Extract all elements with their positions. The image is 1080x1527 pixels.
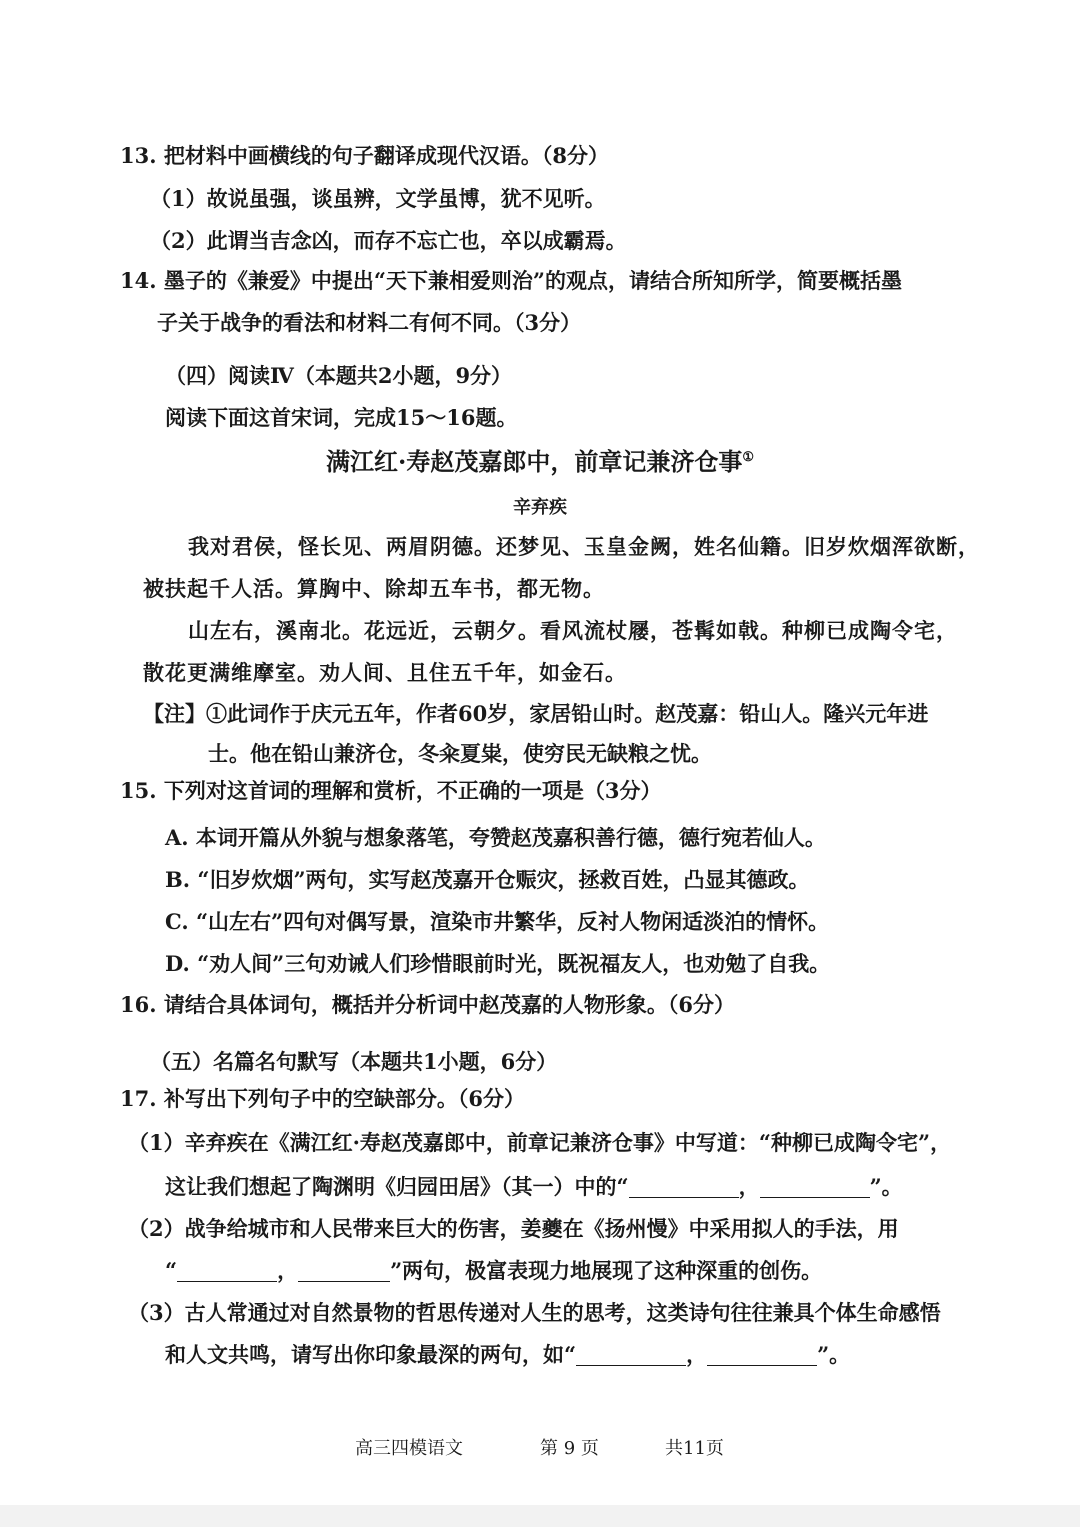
section-5-heading: （五）名篇名句默写（本题共1小题，6分） — [150, 1049, 558, 1074]
q17-item-1-line-2: 这让我们想起了陶渊明《归园田居》（其一）中的“ ， ”。 — [165, 1174, 903, 1199]
q17-item-2-line-1: （2）战争给城市和人民带来巨大的伤害，姜夔在《扬州慢》中采用拟人的手法，用 — [128, 1216, 899, 1241]
q15-stem: 15. 下列对这首词的理解和赏析，不正确的一项是（3分） — [120, 778, 662, 803]
q17-item-2-line-2: “ ， ”两句，极富表现力地展现了这种深重的创伤。 — [165, 1258, 823, 1283]
section-4-heading: （四）阅读Ⅳ（本题共2小题，9分） — [165, 363, 513, 388]
q17-item-1-line-1: （1）辛弃疾在《满江红·寿赵茂嘉郎中，前章记兼济仓事》中写道：“种柳已成陶令宅”， — [128, 1130, 952, 1155]
answer-blank[interactable] — [707, 1343, 817, 1366]
poem-author: 辛弃疾 — [513, 497, 567, 518]
scan-edge — [0, 1505, 1080, 1527]
q15-option-d: D. “劝人间”三句劝诫人们珍惜眼前时光，既祝福友人，也劝勉了自我。 — [165, 951, 831, 976]
poem-stanza-1-line-1: 我对君侯，怪长见、两眉阴德。还梦见、玉皇金阙，姓名仙籍。旧岁炊烟浑欲断， — [188, 534, 980, 559]
q13-sentence-1: （1）故说虽强，谈虽辨，文学虽博，犹不见听。 — [150, 186, 606, 211]
answer-blank[interactable] — [576, 1343, 686, 1366]
footer-page-number: 第 9 页 — [540, 1438, 599, 1459]
q15-option-c: C. “山左右”四句对偶写景，渲染市井繁华，反衬人物闲适淡泊的情怀。 — [165, 909, 830, 934]
answer-blank[interactable] — [177, 1259, 277, 1282]
q13-sentence-2: （2）此谓当吉念凶，而存不忘亡也，卒以成霸焉。 — [150, 228, 627, 253]
q17-stem: 17. 补写出下列句子中的空缺部分。（6分） — [120, 1086, 525, 1111]
q15-option-b: B. “旧岁炊烟”两句，实写赵茂嘉开仓赈灾，拯救百姓，凸显其德政。 — [165, 867, 810, 892]
footnote-line-1: 【注】①此词作于庆元五年，作者60岁，家居铅山时。赵茂嘉：铅山人。隆兴元年进 — [143, 701, 929, 726]
section-4-instruction: 阅读下面这首宋词，完成15～16题。 — [165, 405, 518, 430]
answer-blank[interactable] — [760, 1175, 870, 1198]
poem-stanza-2-line-1: 山左右，溪南北。花远近，云朝夕。看风流杖屦，苍髯如戟。种柳已成陶令宅， — [188, 618, 958, 643]
footer-subject: 高三四模语文 — [355, 1438, 463, 1459]
answer-blank[interactable] — [629, 1175, 739, 1198]
q13-stem: 13. 把材料中画横线的句子翻译成现代汉语。（8分） — [120, 143, 609, 168]
answer-blank[interactable] — [298, 1259, 390, 1282]
poem-title: 满江红·寿赵茂嘉郎中，前章记兼济仓事① — [325, 447, 754, 476]
poem-stanza-2-line-2: 散花更满维摩室。劝人间、且住五千年，如金石。 — [143, 660, 627, 685]
poem-stanza-1-line-2: 被扶起千人活。算胸中、除却五车书，都无物。 — [143, 576, 605, 601]
q14-stem-line-1: 14. 墨子的《兼爱》中提出“天下兼相爱则治”的观点，请结合所知所学，简要概括墨 — [120, 268, 903, 293]
q15-option-a: A. 本词开篇从外貌与想象落笔，夸赞赵茂嘉积善行德，德行宛若仙人。 — [165, 825, 826, 850]
q17-item-3-line-1: （3）古人常通过对自然景物的哲思传递对人生的思考，这类诗句往往兼具个体生命感悟 — [128, 1300, 941, 1325]
q14-stem-line-2: 子关于战争的看法和材料二有何不同。（3分） — [157, 310, 582, 335]
footer-total-pages: 共11页 — [665, 1438, 724, 1459]
footnote-mark: ① — [742, 450, 754, 465]
footnote-line-2: 士。他在铅山兼济仓，冬籴夏粜，使穷民无缺粮之忧。 — [208, 741, 712, 766]
q16-stem: 16. 请结合具体词句，概括并分析词中赵茂嘉的人物形象。（6分） — [120, 992, 735, 1017]
q17-item-3-line-2: 和人文共鸣，请写出你印象最深的两句，如“ ， ”。 — [165, 1342, 851, 1367]
